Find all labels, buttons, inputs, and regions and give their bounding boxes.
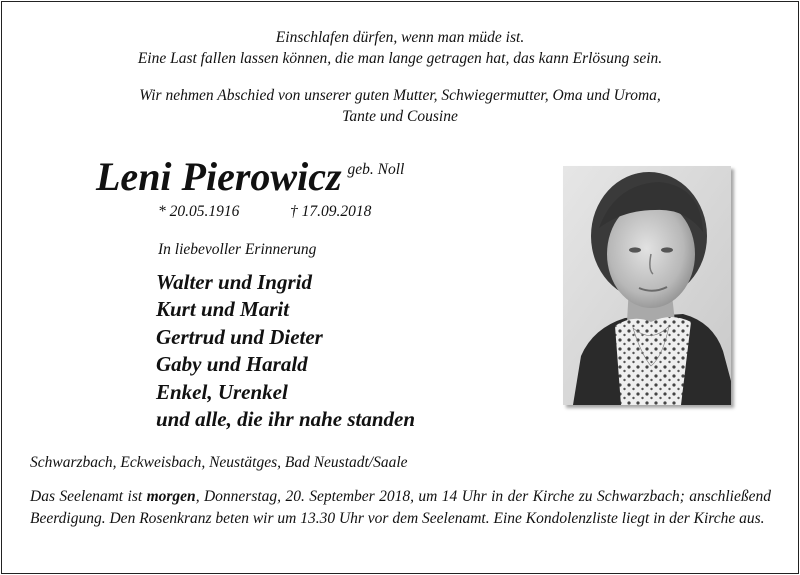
birth-date: * 20.05.1916 [158, 203, 240, 220]
notice-emphasis: morgen [146, 488, 196, 505]
motto-line-2: Eine Last fallen lassen können, die man lange getragen hat, das kann Erlösung sein. [137, 50, 663, 67]
maiden-name: geb. Noll [347, 161, 405, 178]
mourner-entry: und alle, die ihr nahe standen [156, 407, 416, 432]
portrait-photo [563, 166, 731, 405]
death-date: † 17.09.2018 [290, 203, 372, 220]
mourner-entry: Gertrud und Dieter [156, 324, 323, 349]
deceased-name-block [96, 146, 404, 201]
remembrance-intro: In liebevoller Erinnerung [158, 241, 317, 258]
mourner-entry: Gaby und Harald [156, 352, 308, 377]
mourner-entry: Enkel, Urenkel [156, 379, 288, 404]
farewell-line-1: Wir nehmen Abschied von unserer guten Mutter, Schwiegermutter, Oma und Uroma, [139, 87, 661, 104]
places-line: Schwarzbach, Eckweisbach, Neustätges, Bad Neustadt/Saale [30, 454, 408, 471]
motto-line-1: Einschlafen dürfen, wenn man müde ist. [275, 29, 525, 46]
funeral-notice [30, 486, 771, 529]
farewell-line-2: Tante und Cousine [342, 108, 458, 125]
notice-text-start: Das Seelenamt ist [30, 488, 147, 505]
mourner-entry: Walter und Ingrid [156, 270, 312, 294]
mourner-entry: Kurt und Marit [156, 297, 290, 322]
mourners-list [156, 269, 415, 433]
deceased-name: Leni Pierowicz [96, 154, 342, 199]
notice-text-end: , Donnerstag, 20. September 2018, um 14 Uhr in der Kirche zu Schwarzbach; anschließend Beerdigung. Den Rosenkranz beten wir um 13.30 Uhr vor dem Seelenamt. Eine Kondolenzliste liegt in der Kirche aus. [30, 488, 771, 527]
